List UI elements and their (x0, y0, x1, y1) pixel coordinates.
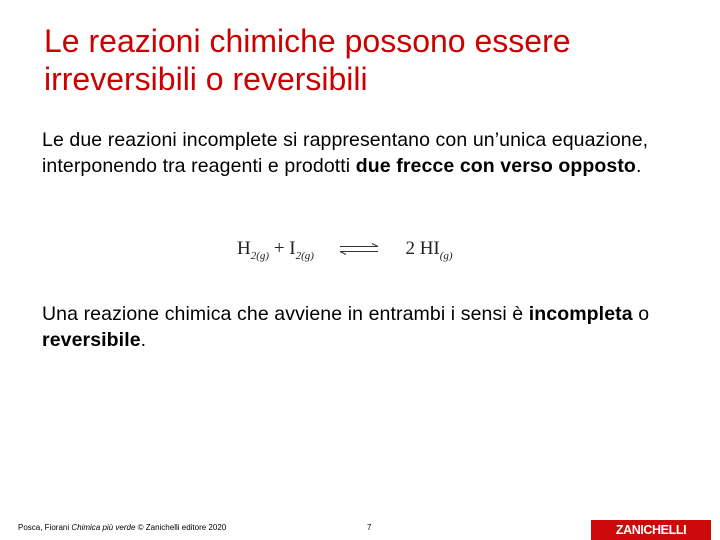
paragraph-reversible (42, 301, 682, 353)
reactant-h2: H (237, 238, 251, 259)
paragraph-text: . (635, 155, 642, 177)
product-hi-subscript: (g) (439, 250, 453, 262)
reactant-h2-subscript: 2(g) (250, 250, 270, 262)
zanichelli-logo: ZANICHELLI (591, 520, 711, 540)
product-hi: 2 HI (405, 238, 440, 259)
equilibrium-arrows-icon (339, 238, 379, 262)
paragraph-text: . (140, 329, 147, 351)
plus-sign: + (273, 238, 285, 259)
paragraph-double-arrows (42, 127, 682, 179)
paragraph-text: Le due reazioni incomplete si rappresentano con un’unica equazione, interponendo tra reagenti e prodotti (42, 129, 649, 177)
page-number: 7 (367, 523, 372, 532)
footer-credits (18, 523, 226, 532)
reactant-i2-subscript: 2(g) (295, 250, 314, 262)
paragraph-bold-text: incompleta (528, 303, 633, 325)
slide-title: Le reazioni chimiche possono essere irreversibili o reversibili (44, 23, 571, 97)
chemical-equation (237, 237, 453, 268)
paragraph-bold-text: due frecce con verso opposto (355, 155, 636, 177)
paragraph-text: Una reazione chimica che avviene in entrambi i sensi è (42, 303, 529, 325)
footer-book-title: Chimica più verde (71, 523, 136, 532)
footer-authors: Posca, Fiorani (18, 523, 72, 532)
paragraph-text: o (632, 303, 650, 325)
footer-copyright: © Zanichelli editore 2020 (135, 523, 227, 532)
paragraph-bold-text: reversibile (42, 329, 141, 351)
reactant-i2: I (289, 238, 296, 259)
